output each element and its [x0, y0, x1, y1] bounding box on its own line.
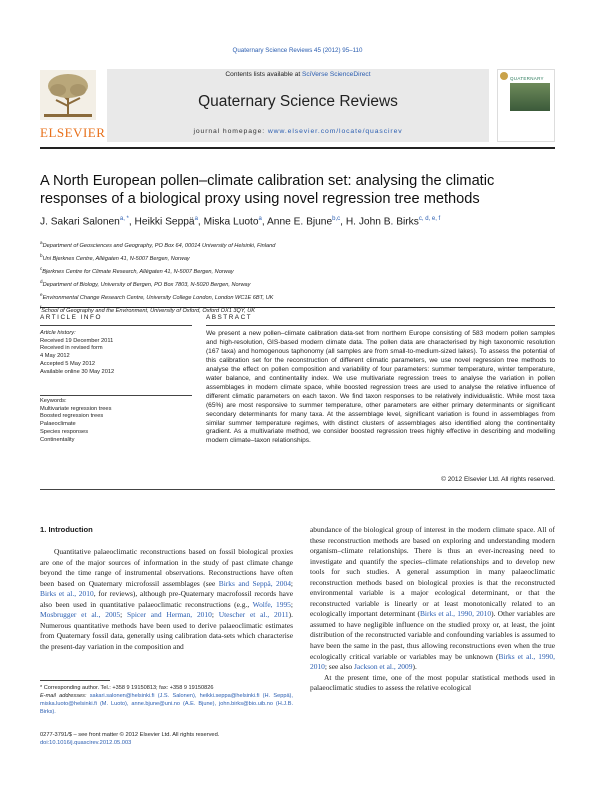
affiliation	[40, 290, 560, 303]
running-head[interactable]: Quaternary Science Reviews 45 (2012) 95–110	[232, 47, 363, 54]
intro-paragraph: abundance of the biological group of interest in the modern climate space. All of these reconstruction methods are based on exploring and understanding modern organism–climate relationships. There is thus an ever-increasing need to investigate and quantify the species–climate relationships and to develop new tools for such studies. A general assumption in many palaeoclimatic reconstruction methods based on biological proxies is that the reconstructed environmental variable is a major ecological determinant, or that the reconstructed variable is linearly or at least monotonically related to an ecologically important determinant (Birks et al., 1990, 2010). Other variables are assumed to have negligible influence on the studied proxy or, at least, the joint distribution of the reconstructed variable and confounding variables is assumed to have been the same in the past, thus allowing reconstructions even when the true ecologically critical variable or variables may be unknown (Birks et al., 1990, 2010; see also Jackson et al., 2009).	[310, 525, 556, 672]
affiliation-marker: a	[40, 240, 43, 245]
article-info-heading: ARTICLE INFO	[40, 314, 102, 321]
citation-link[interactable]: Utescher et al., 2011	[218, 610, 289, 620]
history-entry: Received in revised form	[40, 345, 103, 352]
citation-link[interactable]: Birks et al., 2010	[40, 589, 94, 599]
author-affiliation-marker[interactable]: c, d, e, f	[418, 216, 441, 222]
author-name: Anne E. Bjune	[266, 216, 333, 228]
history-entry: Received 19 December 2011	[40, 337, 114, 344]
affiliation-text: Department of Biology, University of Bergen, PO Box 7803, N-5020 Bergen, Norway	[42, 282, 251, 289]
citation-link[interactable]: Wolfe, 1995	[252, 599, 291, 609]
copyright: © 2012 Elsevier Ltd. All rights reserved.	[441, 476, 555, 483]
cover-title: QUATERNARY	[510, 76, 544, 81]
keyword: Boosted regression trees	[40, 413, 104, 420]
affiliation-marker: f	[40, 305, 42, 311]
keyword: Palaeoclimate	[40, 421, 76, 428]
citation-link[interactable]: Mosbrugger et al., 2005	[40, 610, 121, 620]
keywords-label: Keywords:	[40, 398, 67, 404]
citation-link[interactable]: Birks and Seppä, 2004	[218, 578, 291, 588]
header-rule	[40, 147, 555, 149]
keywords	[40, 398, 192, 444]
author-name: Miska Luoto	[203, 216, 259, 228]
affiliation-text: Bjerknes Centre for Climate Research, Allégaten 41, N-5007 Bergen, Norway	[42, 268, 234, 275]
article-history	[40, 330, 192, 376]
cover-emblem-icon	[500, 72, 508, 80]
intro-paragraph: At the present time, one of the most popular statistical methods used in palaeoclimatic studies to assess the relative ecological	[310, 672, 555, 693]
history-label: Article history:	[40, 330, 76, 336]
article-title: A North European pollen–climate calibration set: analysing the climatic responses of a biological proxy using novel regression tree methods	[40, 173, 495, 207]
affiliation-text: Department of Geosciences and Geography, PO Box 64, 00014 University of Helsinki, Finland	[42, 242, 276, 249]
author-list: J. Sakari Salonen$^{a, *}$, Heikki Seppä$^a$, Miska Luoto$^a$, Anne E. Bjune$^{b,c}$, H. John B. Birks$^{c, d, e, f}$	[40, 216, 441, 228]
intro-column-right	[310, 525, 555, 694]
section-rule	[40, 305, 555, 311]
keyword: Species responses	[40, 428, 89, 435]
author-name: Heikki Seppä	[134, 216, 195, 228]
abstract-heading: ABSTRACT	[206, 314, 253, 321]
journal-cover-thumbnail[interactable]	[497, 69, 555, 142]
history-entry: Available online 30 May 2012	[40, 368, 115, 375]
affiliation-list	[40, 238, 560, 316]
issn-block	[40, 731, 300, 747]
section-heading: 1. Introduction	[40, 525, 93, 534]
author-affiliation-marker[interactable]: a	[194, 216, 198, 222]
affiliation	[40, 264, 560, 277]
affiliation-marker: e	[40, 292, 43, 298]
citation-link[interactable]: Birks et al., 1990, 2010	[310, 651, 556, 672]
author-affiliation-marker[interactable]: b,c	[332, 216, 341, 222]
keyword: Continentality	[40, 436, 75, 443]
issn-line: 0277-3791/$ – see front matter © 2012 Elsevier Ltd. All rights reserved.	[40, 732, 220, 738]
article-info-rule	[40, 325, 192, 326]
homepage-link[interactable]: www.elsevier.com/locate/quascirev	[267, 128, 403, 135]
affiliation	[40, 277, 560, 290]
affiliation-marker: c	[40, 266, 43, 272]
journal-name: Quaternary Science Reviews	[198, 93, 398, 110]
affiliation-text: School of Geography and the Environment, University of Oxford, Oxford OX1 3QY, UK	[41, 308, 255, 315]
affiliation	[40, 303, 560, 316]
keywords-rule	[40, 395, 192, 396]
history-entry: 4 May 2012	[40, 353, 70, 360]
affiliation-text: Uni Bjerknes Centre, Allégaten 41, N-5007 Bergen, Norway	[42, 255, 190, 262]
abstract-rule	[206, 325, 555, 326]
elsevier-tree-icon	[40, 70, 96, 120]
author-name: J. Sakari Salonen	[40, 216, 120, 228]
footnote-rule	[40, 680, 110, 681]
email-links[interactable]: sakari.salonen@helsinki.fi (J.S. Salonen), heikki.seppa@helsinki.fi (H. Seppä), miska.luoto@helsinki.fi (M. Luoto), anne.bjune@uni.no (A.E. Bjune), john.birks@bio.uib.no (H.J.B. Birks).	[40, 693, 293, 715]
corresponding-author-footnote	[40, 684, 293, 716]
author-name: H. John B. Birks	[345, 216, 419, 228]
affiliation-marker: b	[40, 253, 43, 259]
footnote-emails: E-mail addresses: sakari.salonen@helsinki.fi (J.S. Salonen), heikki.seppa@helsinki.fi (H. Seppä), miska.luoto@helsinki.fi (M. Luoto), anne.bjune@uni.no (A.E. Bjune), john.birks@bio.uib.no (H.J.B. Birks).	[40, 693, 293, 715]
affiliation	[40, 251, 560, 264]
journal-homepage: journal homepage: www.elsevier.com/locate/quascirev	[193, 128, 403, 135]
abstract-bottom-rule	[40, 489, 555, 490]
citation-link[interactable]: Spicer and Herman, 2010	[126, 610, 212, 620]
affiliation-marker: d	[40, 279, 43, 285]
sciencedirect-link[interactable]: SciVerse ScienceDirect	[302, 71, 371, 78]
footnote-contact: * Corresponding author. Tel.: +358 9 19150813; fax: +358 9 19150826	[40, 685, 214, 691]
author-affiliation-marker[interactable]: a	[258, 216, 262, 222]
elsevier-wordmark: ELSEVIER	[40, 125, 106, 140]
keyword: Multivariate regression trees	[40, 405, 112, 412]
citation-link[interactable]: Jackson et al., 2009	[354, 662, 413, 672]
abstract-text: We present a new pollen–climate calibration data-set from northern Europe consisting of 583 modern pollen samples and high-resolution, GIS-based modern climate data. The pollen data are characterised by high taxonomic resolution (167 taxa) and homogenous taphonomy (all samples are from small-to-medium-sized lakes). To assess the potential of this calibration set for the reconstruction of different climatic parameters, we use novel regression tree methods to analyse the effect on pollen composition and variability of four parameters: summer temperature, winter temperature, water balance, and continentality index. We use multivariate regression trees to analyse the variation in pollen assemblages in modern climate space, while boosted regression trees are used to analyse the relative influence of different climatic parameters on each taxon. We find taxon responses to be relatively individualistic. While most taxa (65%) are most responsive to summer temperature, other parameters are either primary determinants or significant secondary determinants for many taxa. At the assemblage level, significant variation is found in assemblages from similar summer temperature regimes, with distinct clusters of assemblages also identified along the continentality gradient. As a multivariate method, we consider boosted regression trees highly effective in describing and modelling modern climate–taxon relationships.	[206, 330, 555, 445]
history-entry: Accepted 5 May 2012	[40, 360, 96, 367]
cover-image	[510, 83, 550, 111]
citation-link[interactable]: Birks et al., 1990, 2010	[419, 609, 492, 619]
intro-column-left: Quantitative palaeoclimatic reconstructions based on fossil biological proxies are one of the major sources of information in the study of past climate change beyond the time range of instrumental observations. Reconstructions have often been based on Quaternary microfossil assemblages (see Birks and Seppä, 2004; Birks et al., 2010, for reviews), although pre-Quaternary macrofossil records have also been used in quantitative palaeoclimatic reconstructions (e.g., Wolfe, 1995; Mosbrugger et al., 2005; Spicer and Herman, 2010; Utescher et al., 2011). Numerous quantitative methods have been used to derive palaeoclimatic estimates from Quaternary fossil data, generally using calibration data-sets which characterise the present-day variation in the composition and	[40, 547, 293, 651]
elsevier-logo[interactable]	[40, 70, 106, 140]
affiliation	[40, 238, 560, 251]
author-affiliation-marker[interactable]: a, *	[119, 216, 129, 222]
contents-line: Contents lists available at SciVerse ScienceDirect	[225, 71, 371, 78]
doi-link[interactable]: doi:10.1016/j.quascirev.2012.05.003	[40, 740, 132, 746]
affiliation-text: Environmental Change Research Centre, University College London, London WC1E 6BT, UK	[42, 295, 274, 302]
journal-header-box	[107, 69, 489, 142]
